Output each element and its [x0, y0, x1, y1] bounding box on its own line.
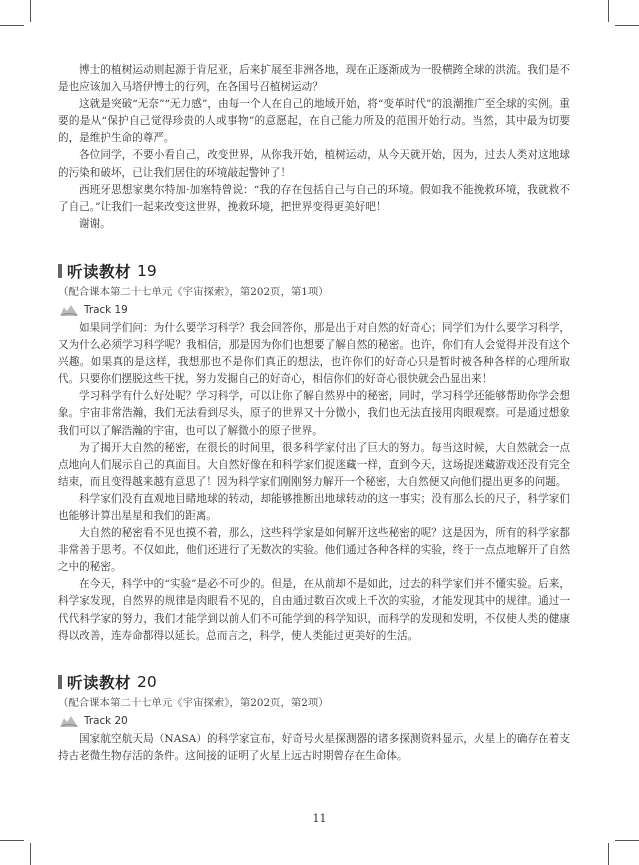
- heading-bar: [58, 264, 62, 278]
- section-heading-20: [58, 671, 570, 693]
- crop-mark: [615, 25, 639, 26]
- paragraph: 这就是突破“无奈”“无力感”，由每一个人在自己的地域开始，将“变革时代”的浪潮推广至全球的实例。重要的是从“保护自己觉得珍贵的人或事物”的意愿起，在自己能力所及的范围开始行动。当然，其中最为切要的，是维护生命的尊严。: [58, 98, 570, 145]
- crop-mark: [30, 843, 31, 865]
- crop-mark: [608, 843, 609, 865]
- headphones-hand-icon: [58, 303, 80, 317]
- intro-text: [58, 62, 570, 233]
- source-note: （配合课本第二十七单元《宇宙探索》，第202页，第1项）: [58, 285, 329, 298]
- page-number: 11: [312, 812, 327, 825]
- section20-text: [58, 731, 570, 765]
- crop-mark: [615, 840, 639, 841]
- heading-bar: [58, 675, 62, 689]
- crop-mark: [0, 25, 24, 26]
- crop-mark: [0, 840, 24, 841]
- section19-text: [58, 320, 570, 645]
- paragraph: 大自然的秘密看不见也摸不着，那么，这些科学家是如何解开这些秘密的呢？这是因为，所有的科学家都非常善于思考。不仅如此，他们还进行了无数次的实验。他们通过各种各样的实验，终于一点点地解开了自然之中的秘密。: [58, 527, 570, 574]
- paragraph: 各位同学，不要小看自己，改变世界，从你我开始，植树运动，从今天就开始，因为，过去人类对这地球的污染和破坏，已让我们居住的环境敲起警钟了！: [58, 149, 570, 179]
- section-title: 听读教材: [67, 262, 132, 281]
- track-label: Track 19: [84, 303, 128, 316]
- crop-mark: [30, 0, 31, 22]
- section-number: 19: [137, 261, 157, 280]
- audio-track-20[interactable]: [58, 712, 570, 730]
- audio-track-19[interactable]: [58, 301, 570, 319]
- paragraph: 为了揭开大自然的秘密，在很长的时间里，很多科学家付出了巨大的努力。每当这时候，大自然就会一点点地向人们展示自己的真面目。大自然好像在和科学家们捉迷藏一样，直到今天，这场捉迷藏游戏还没有完全结束，而且变得越来越有意思了！因为科学家们刚刚努力解开一个秘密，大自然便又向他们提出更多的问题。: [58, 441, 570, 488]
- paragraph: 在今天，科学中的“实验”是必不可少的。但是，在从前却不是如此，过去的科学家们并不懂实验。后来，科学家发现，自然界的规律是肉眼看不见的，自由通过数百次或上千次的实验，才能发现其中的规律。通过一代代科学家的努力，我们才能学到以前人们不可能学到的科学知识，而科学的发现和发明，不仅使人类的健康得以改善，连寿命都得以延长。总而言之，科学，使人类能过更美好的生活。: [58, 578, 570, 642]
- track-label: Track 20: [84, 714, 128, 727]
- paragraph: 如果同学们问：为什么要学习科学？我会回答你，那是出于对自然的好奇心；同学们为什么要学习科学，又为什么必须学习科学呢？我相信，那是因为你们也想要了解自然的秘密。也许，你们有人会觉得并没有这个兴趣。如果真的是这样，我想那也不是你们真正的想法，也许你们的好奇心只是暂时被各种各样的心理所取代。只要你们摆脱这些干扰，努力发掘自己的好奇心，相信你们的好奇心很快就会凸显出来！: [58, 321, 570, 386]
- paragraph: 学习科学有什么好处呢？学习科学，可以让你了解自然界中的秘密，同时，学习科学还能够帮助你学会想象。宇宙非常浩瀚，我们无法看到尽头，原子的世界又十分微小，我们也无法直接用肉眼观察。可是通过想象我们可以了解浩瀚的宇宙，也可以了解微小的原子世界。: [58, 390, 570, 437]
- section-heading-19: [58, 260, 570, 282]
- paragraph: 西班牙思想家奥尔特加·加塞特曾说：“我的存在包括自己与自己的环境。假如我不能挽救环境，我就救不了自己。”让我们一起来改变这世界，挽救环境，把世界变得更美好吧！: [58, 183, 570, 213]
- paragraph: 博士的植树运动则起源于肯尼亚，后来扩展至非洲各地，现在正逐渐成为一股横跨全球的洪流。我们是不是也应该加入马塔伊博士的行列，在各国号召植树运动？: [58, 64, 570, 94]
- section-number: 20: [137, 672, 157, 691]
- page-content: [58, 62, 570, 765]
- section-title: 听读教材: [67, 673, 132, 692]
- headphones-hand-icon: [58, 714, 80, 728]
- paragraph: 科学家们没有直观地目睹地球的转动，却能够推断出地球转动的这一事实；没有那么长的尺子，科学家们也能够计算出星星和我们的距离。: [58, 492, 570, 522]
- crop-mark: [608, 0, 609, 22]
- paragraph: 谢谢。: [79, 217, 111, 230]
- source-note: （配合课本第二十七单元《宇宙探索》，第202页，第2项）: [58, 696, 329, 709]
- paragraph: 国家航空航天局（NASA）的科学家宣布，好奇号火星探测器的诸多探测资料显示，火星上的确存在着支持古老微生物存活的条件。这间接的证明了火星上远古时期曾存在生命体。: [58, 732, 570, 762]
